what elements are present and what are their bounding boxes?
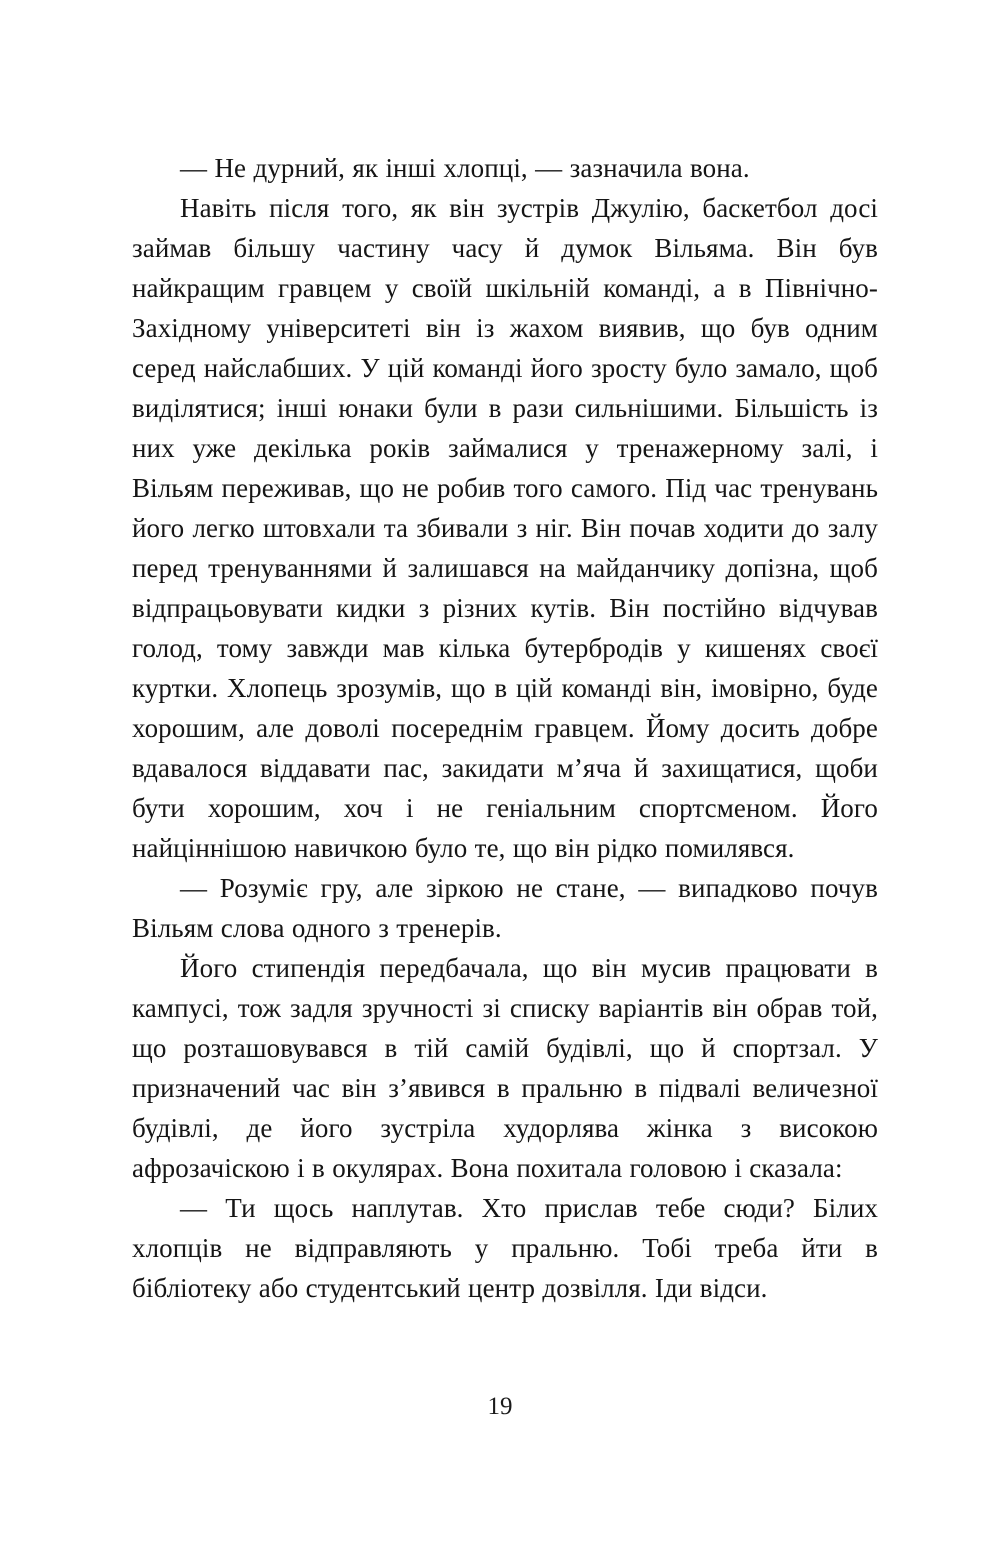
paragraph-dialogue-3: — Ти щось наплутав. Хто прислав тебе сюди? Білих хлопців не відправляють у пральню. Тобі треба йти в бібліотеку або студентський центр дозвілля. Іди відси. xyxy=(132,1193,878,1303)
paragraph-dialogue-2: — Розуміє гру, але зіркою не стане, — випадково почув Вільям слова одного з тренерів. xyxy=(132,873,878,943)
paragraph-body-2: Його стипендія передбачала, що він мусив працювати в кампусі, тож задля зручності зі списку варіантів він обрав той, що розташовувався в тій самій будівлі, що й спортзал. У призначений час він з’явився в пральню в підвалі величезної будівлі, де його зустріла худорлява жінка з високою афрозачіскою і в окулярах. Вона похитала головою і сказала: xyxy=(132,953,878,1183)
paragraph-body-1: Навіть після того, як він зустрів Джулію, баскетбол досі займав більшу частину часу й думок Вільяма. Він був найкращим гравцем у своїй шкільній команді, а в Північно-Західному університеті він із жахом виявив, що був одним серед найслабших. У цій команді його зросту було замало, щоб виділятися; інші юнаки були в рази сильнішими. Більшість із них уже декілька років займалися у тренажерному залі, і Вільям переживав, що не робив того самого. Під час тренувань його легко штовхали та збивали з ніг. Він почав ходити до залу перед тренуваннями й залишався на майданчику допізна, щоб відпрацьовувати кидки з різних кутів. Він постійно відчував голод, тому завжди мав кілька бутербродів у кишенях своєї куртки. Хлопець зрозумів, що в цій команді він, імовірно, буде хорошим, але доволі посереднім гравцем. Йому досить добре вдавалося віддавати пас, закидати м’яча й захищатися, щоби бути хорошим, хоч і не геніальним спортсменом. Його найціннішою навичкою було те, що він рідко помилявся. xyxy=(132,193,878,863)
text-block xyxy=(132,148,878,1308)
page-number: 19 xyxy=(487,1393,513,1420)
paragraph-dialogue-1: — Не дурний, як інші хлопці, — зазначила вона. xyxy=(180,153,750,183)
